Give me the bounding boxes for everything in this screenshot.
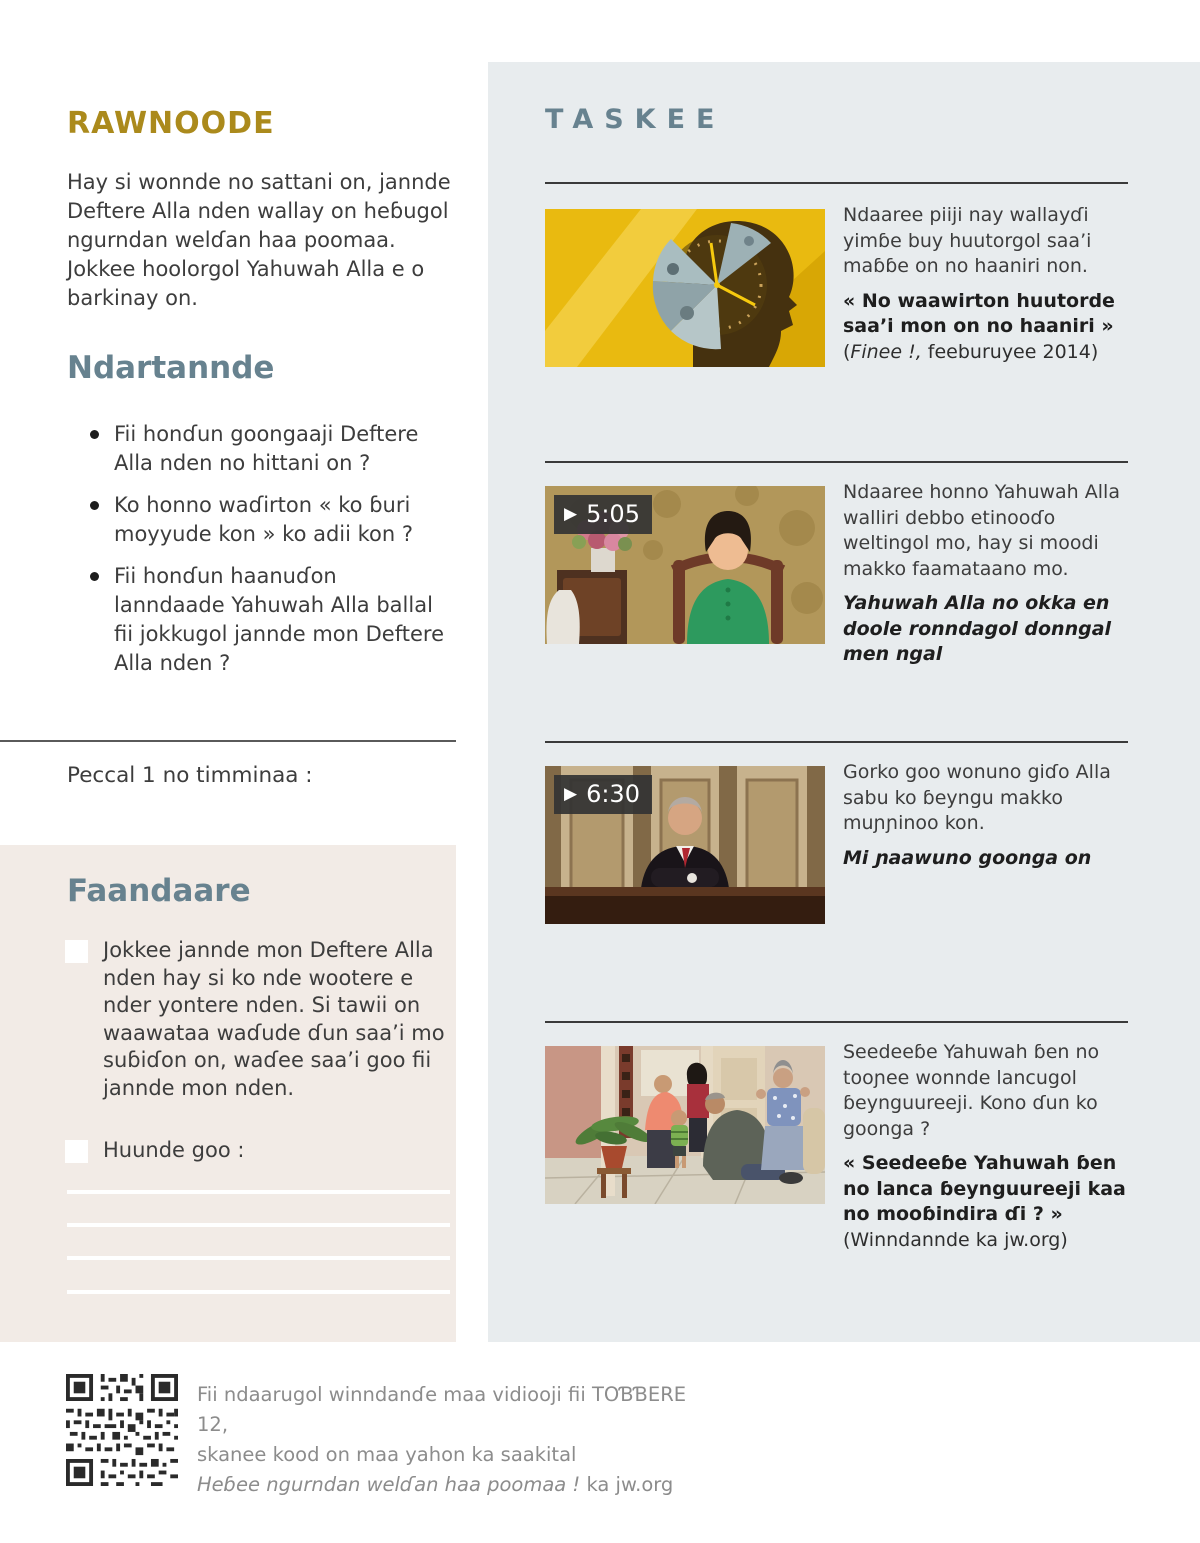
video-duration: 5:05 [586, 500, 640, 528]
left-divider [0, 740, 456, 742]
qr-code [66, 1374, 178, 1486]
footer-line-3-rest: ka jw.org [580, 1473, 674, 1496]
source-title: Finee !, [850, 340, 922, 363]
item-quote: « No waawirton huutorde saa’i mon on no haaniri » [843, 289, 1115, 337]
review-question-list [90, 420, 450, 691]
intro-paragraph: Hay si wonnde no sattani on, jannde Deftere Alla nden wallay on heɓugol ngurndan welɗan haa poomaa. Jokkee hoolorgol Yahuwah Alla e o barkinay on. [67, 170, 451, 310]
family-visit-illustration [545, 1046, 825, 1204]
play-icon: ▶ [564, 783, 578, 804]
time-clock-head-illustration [545, 209, 825, 367]
item-divider [545, 461, 1128, 463]
goal-item-text: Huunde goo : [103, 1138, 245, 1162]
answer-line[interactable] [67, 1223, 450, 1227]
video-thumbnail-man-suit[interactable] [545, 766, 825, 924]
taskee-item [843, 760, 1137, 871]
source-open: ( [843, 340, 851, 363]
bullet-icon [90, 572, 99, 581]
taskee-item [843, 203, 1137, 365]
item-description: Gorko goo wonuno giɗo Alla sabu ko ɓeyngu makko muɲɲinoo kon. [843, 761, 1111, 834]
article-thumbnail-time-management[interactable] [545, 209, 825, 367]
item-quote: Mi ɲaawuno goonga on [843, 846, 1092, 869]
article-thumbnail-family-visit[interactable] [545, 1046, 825, 1204]
source-rest: feeburuyee 2014) [921, 340, 1099, 363]
checkbox[interactable] [65, 940, 88, 963]
footer-note [197, 1380, 697, 1500]
bullet-icon [90, 501, 99, 510]
goal-box [0, 845, 456, 1342]
answer-line[interactable] [67, 1256, 450, 1260]
video-duration-badge [554, 495, 652, 534]
review-question [90, 491, 450, 549]
goal-item [65, 1137, 458, 1165]
review-question-text: Ko honno waɗirton « ko ɓuri moyyude kon » ko adii kon ? [114, 493, 414, 546]
taskee-item [843, 480, 1137, 668]
answer-line[interactable] [67, 1290, 450, 1294]
item-divider [545, 741, 1128, 743]
goal-item-text: Jokkee jannde mon Deftere Alla nden hay si ko nde wootere e nder yontere nden. Si tawii on waawataa waɗude ɗun saa’i mo suɓiɗon on, waɗee saa’i goo fii jannde mon nden. [103, 938, 445, 1100]
publication-title: Heɓee ngurndan welɗan haa poomaa ! [197, 1473, 581, 1496]
footer-line-3 [197, 1470, 697, 1500]
review-heading: Ndartannde [67, 350, 275, 386]
item-divider [545, 182, 1128, 184]
review-question-text: Fii honɗun haanuɗon lanndaade Yahuwah Alla ballal fii jokkugol jannde mon Deftere Alla nden ? [114, 564, 444, 675]
taskee-item [843, 1040, 1137, 1253]
item-source [843, 1228, 1137, 1254]
answer-line[interactable] [67, 1190, 450, 1194]
video-thumbnail-woman-interview[interactable] [545, 486, 825, 644]
review-question [90, 420, 450, 478]
source-open: ( [843, 1228, 851, 1251]
section-complete-label: Peccal 1 no timminaa : [67, 763, 313, 788]
source-rest: Winndannde ka jw.org) [850, 1228, 1068, 1251]
goal-heading: Faandaare [67, 873, 251, 909]
footer-line-1: Fii ndaarugol winndanɗe maa vidiooji fii TOƁƁERE 12, [197, 1383, 687, 1436]
video-duration: 6:30 [586, 780, 640, 808]
checkbox[interactable] [65, 1140, 88, 1163]
goal-item [65, 937, 458, 1102]
footer-line-2: skanee kood on maa yahon ka saakital [197, 1443, 577, 1466]
play-icon: ▶ [564, 503, 578, 524]
taskee-heading: TASKEE [545, 104, 726, 135]
item-quote: « Seedeeɓe Yahuwah ɓen no lanca ɓeynguureeji kaa no mooɓindira ɗi ? » [843, 1152, 1126, 1225]
item-description: Seedeeɓe Yahuwah ɓen no tooɲee wonnde lancugol ɓeynguureeji. Kono ɗun ko goonga ? [843, 1041, 1100, 1140]
page-title: RAWNOODE [67, 106, 275, 141]
review-question [90, 562, 450, 678]
item-description: Ndaaree honno Yahuwah Alla walliri debbo etinooɗo weltingol mo, hay si moodi makko faamataano mo. [843, 481, 1120, 580]
item-divider [545, 1021, 1128, 1023]
item-quote: Yahuwah Alla no okka en doole ronndagol donngal men ngal [843, 592, 1112, 665]
review-question-text: Fii honɗun goongaaji Deftere Alla nden no hittani on ? [114, 422, 419, 475]
bullet-icon [90, 430, 99, 439]
item-description: Ndaaree piiji nay wallayɗi yimɓe buy huutorgol saa’i maɓɓe on no haaniri non. [843, 204, 1092, 277]
video-duration-badge [554, 775, 652, 814]
item-source [843, 340, 1137, 366]
